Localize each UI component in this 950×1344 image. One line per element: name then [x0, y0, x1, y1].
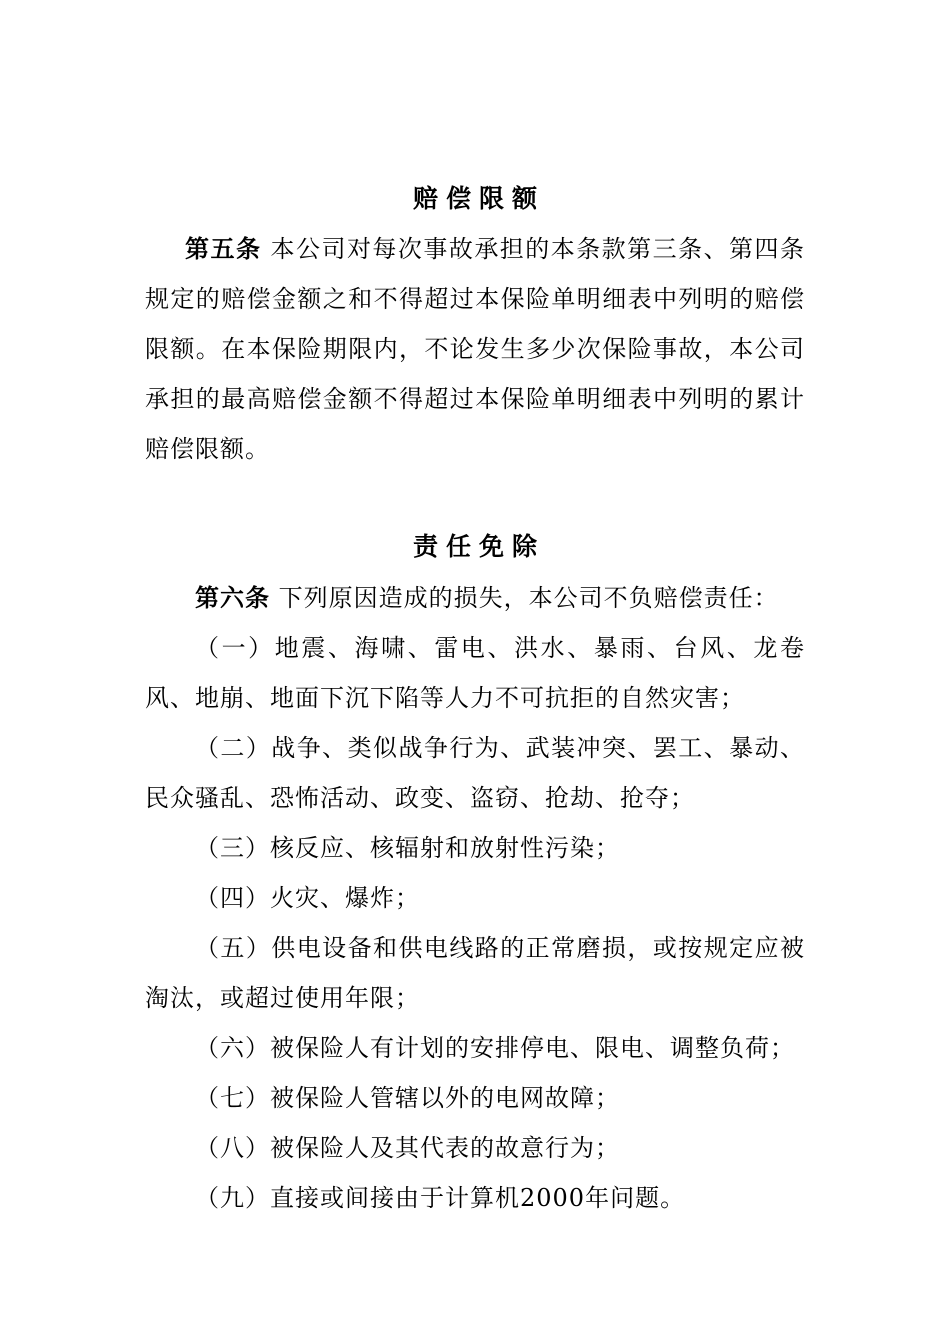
- exclusion-item-3: （三）核反应、核辐射和放射性污染；: [195, 834, 620, 862]
- exclusion-item-5: （五）供电设备和供电线路的正常磨损，或按规定应被淘汰，或超过使用年限；: [145, 934, 805, 1012]
- section-heading-compensation-limit: 赔偿限额: [412, 184, 545, 213]
- exclusion-item-4: （四）火灾、爆炸；: [195, 884, 420, 912]
- article-5-paragraph: [145, 224, 805, 474]
- section-heading-exclusions: 责任免除: [412, 532, 545, 561]
- article-5-label: 第五条: [185, 234, 262, 263]
- exclusion-item-2: （二）战争、类似战争行为、武装冲突、罢工、暴动、民众骚乱、恐怖活动、政变、盗窃、抢劫、抢夺；: [145, 734, 805, 812]
- article-5-text: 本公司对每次事故承担的本条款第三条、第四条规定的赔偿金额之和不得超过本保险单明细表中列明的赔偿限额。在本保险期限内，不论发生多少次保险事故，本公司承担的最高赔偿金额不得超过本保险单明细表中列明的累计赔偿限额。: [145, 235, 805, 463]
- article-6-paragraph: [145, 573, 805, 623]
- exclusion-item-6: （六）被保险人有计划的安排停电、限电、调整负荷；: [195, 1034, 795, 1062]
- exclusion-item-9: （九）直接或间接由于计算机2000年问题。: [195, 1184, 686, 1212]
- article-6-label: 第六条: [195, 583, 270, 612]
- exclusion-item-7: （七）被保险人管辖以外的电网故障；: [195, 1084, 620, 1112]
- article-6-text: 下列原因造成的损失，本公司不负赔偿责任：: [278, 584, 779, 612]
- exclusion-item-1: （一）地震、海啸、雷电、洪水、暴雨、台风、龙卷风、地崩、地面下沉下陷等人力不可抗拒的自然灾害；: [145, 634, 805, 712]
- exclusion-item-8: （八）被保险人及其代表的故意行为；: [195, 1134, 620, 1162]
